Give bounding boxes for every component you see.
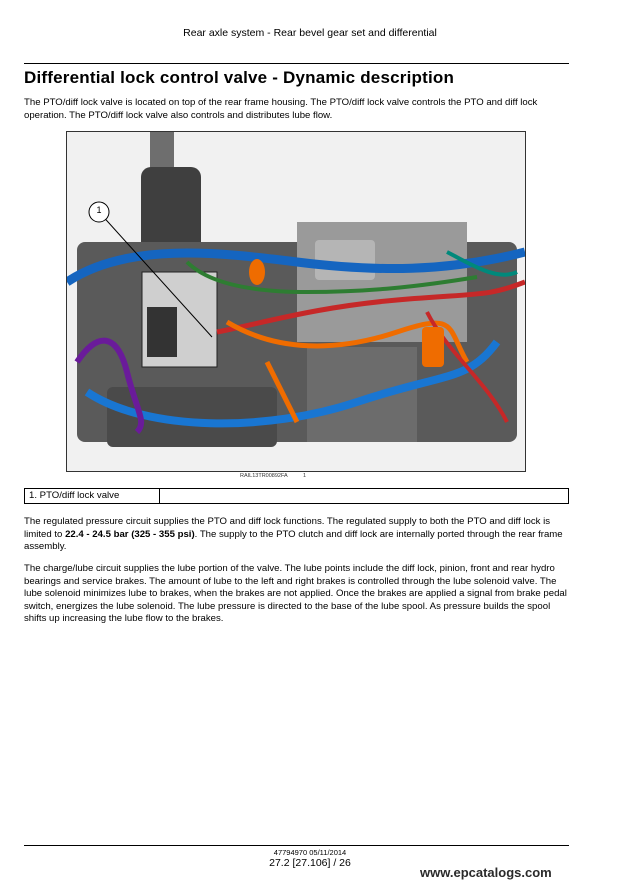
regulated-text-before: The regulated pressure circuit supplies the PTO and diff lock functions. The regulated supply to both the PTO and diff lock is limited to bbox=[24, 516, 551, 540]
regulated-text-after: . The supply to the PTO clutch and diff lock are internally ported through the rear frame assembly. bbox=[24, 528, 563, 552]
rear-frame-illustration bbox=[67, 132, 525, 471]
footer-doc-code: 47794970 05/11/2014 bbox=[273, 848, 347, 857]
regulated-pressure-paragraph bbox=[24, 516, 569, 554]
hydraulic-diagram-figure bbox=[66, 131, 526, 472]
header-rule bbox=[24, 63, 569, 64]
page-title: Differential lock control valve - Dynamic description bbox=[24, 68, 455, 87]
callout-number: 1 bbox=[96, 205, 102, 215]
figure-number: 1 bbox=[302, 473, 306, 479]
pressure-value: 22.4 - 24.5 bar (325 - 355 psi) bbox=[65, 528, 195, 540]
page-header: Rear axle system - Rear bevel gear set and differential bbox=[183, 27, 437, 39]
watermark-link[interactable]: www.epcatalogs.com bbox=[420, 865, 552, 880]
legend-table bbox=[24, 488, 569, 504]
figure-caption bbox=[240, 473, 306, 479]
shaft-shape bbox=[150, 132, 174, 172]
legend-cell-divider bbox=[159, 489, 160, 503]
charge-lube-paragraph: The charge/lube circuit supplies the lube portion of the valve. The lube points include the diff lock, pinion, front and rear hydro bearings and service brakes. The amount of lube to the left and right brakes is controlled through the lube solenoid valve. The lube solenoid minimizes lube to brakes, when the brakes are not applied. Once the brakes are applied a signal from brake pedal switch, energizes the lube solenoid. The lube pressure is directed to the base of the lube spool. As pressure builds the spool shifts up increasing the lube flow to the brakes. bbox=[24, 563, 567, 624]
legend-item-1: 1. PTO/diff lock valve bbox=[29, 490, 120, 501]
intro-paragraph: The PTO/diff lock valve is located on top of the rear frame housing. The PTO/diff lock valve controls the PTO and diff lock operation. The PTO/diff lock valve also controls and distributes lube flow. bbox=[24, 97, 538, 121]
footer-rule bbox=[24, 845, 569, 846]
figure-image-code: RAIL13TR00892FA bbox=[240, 473, 288, 479]
footer-page-number: 27.2 [27.106] / 26 bbox=[269, 857, 351, 869]
